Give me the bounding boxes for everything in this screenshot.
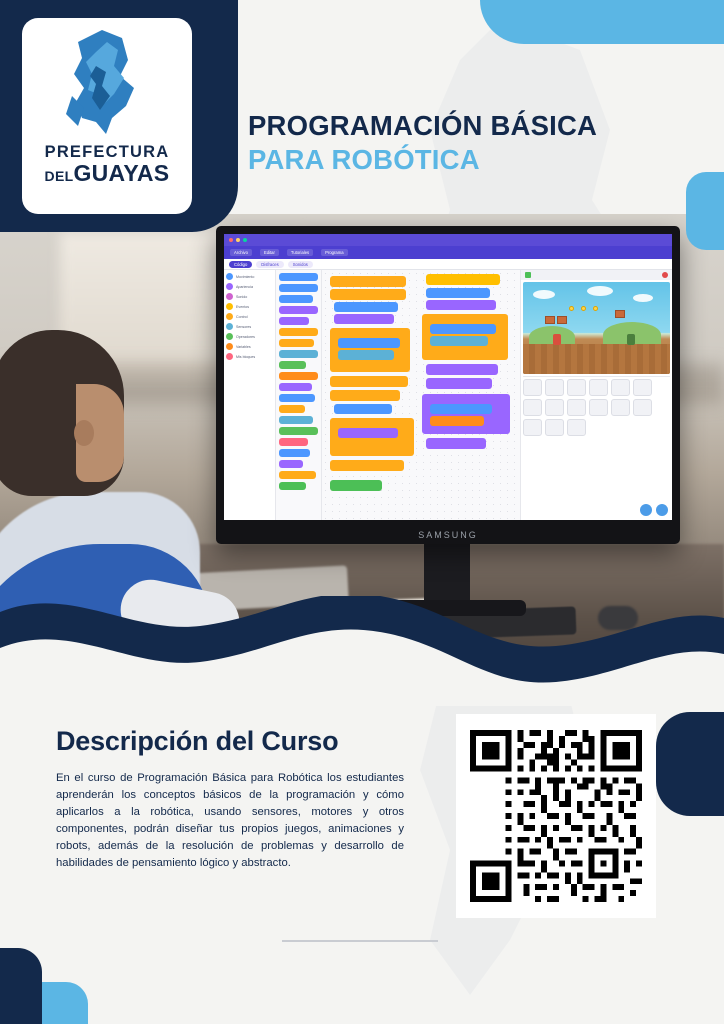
category-movimiento[interactable] (226, 273, 273, 280)
script-block[interactable] (426, 378, 492, 389)
category-color-icon (226, 303, 233, 310)
description-text: En el curso de Programación Básica para Robótica los estudiantes aprenderán los conceptos básicos de la programación y cómo aplicarlos a la robótica, usando sensores, motores y otros componentes, podrán diseñar tus propios juegos, animaciones y robots, además de la resolución de problemas y desarrollo de habilidades de pensamiento lógico y abstracto. (56, 772, 404, 869)
editor-menubar[interactable] (224, 246, 672, 259)
palette-block[interactable] (279, 482, 306, 490)
script-block[interactable] (426, 438, 486, 449)
stage-action-buttons[interactable] (640, 504, 668, 516)
script-block[interactable] (426, 274, 500, 285)
category-color-icon (226, 283, 233, 290)
bottom-right-navy-shape (656, 712, 724, 816)
page-title: Descripción del Curso (56, 726, 339, 756)
category-color-icon (226, 273, 233, 280)
add-sprite-button[interactable] (640, 504, 652, 516)
category-control[interactable] (226, 313, 273, 320)
poster-title (248, 110, 597, 176)
script-block[interactable] (334, 404, 392, 414)
editor-tabs[interactable] (224, 259, 672, 270)
title-line-1: PROGRAMACIÓN BÁSICA (248, 110, 598, 141)
sprite-list[interactable] (523, 376, 670, 436)
category-label: Variables (236, 344, 251, 349)
tab-codigo[interactable]: Código (229, 261, 252, 268)
script-block[interactable] (426, 364, 498, 375)
qr-card[interactable] (456, 714, 656, 918)
script-canvas[interactable] (322, 270, 520, 520)
palette-block[interactable] (279, 438, 308, 446)
qr-code[interactable] (470, 730, 642, 902)
sprite-thumbnail[interactable] (523, 419, 542, 436)
window-close-icon[interactable] (229, 238, 233, 242)
stage-controls[interactable] (521, 270, 672, 280)
script-block[interactable] (334, 302, 398, 312)
green-flag-icon[interactable] (525, 272, 531, 278)
palette-block[interactable] (279, 471, 316, 479)
category-sonido[interactable] (226, 293, 273, 300)
sprite-thumbnail[interactable] (523, 379, 542, 396)
category-label: Sonido (236, 294, 248, 299)
category-sensores[interactable] (226, 323, 273, 330)
palette-block[interactable] (279, 361, 306, 369)
menu-item-tutoriales[interactable]: Tutoriales (287, 249, 313, 256)
category-color-icon (226, 313, 233, 320)
palette-block[interactable] (279, 350, 318, 358)
window-maximize-icon[interactable] (243, 238, 247, 242)
script-block[interactable] (426, 288, 490, 298)
palette-block[interactable] (279, 405, 305, 413)
category-eventos[interactable] (226, 303, 273, 310)
palette-block[interactable] (279, 416, 313, 424)
top-right-blue-shape (480, 0, 724, 44)
script-block[interactable] (338, 428, 398, 438)
sprite-thumbnail[interactable] (567, 419, 586, 436)
monitor-screen (224, 234, 672, 520)
script-block[interactable] (330, 480, 382, 491)
category-color-icon (226, 343, 233, 350)
palette-block[interactable] (279, 306, 318, 314)
category-color-icon (226, 293, 233, 300)
stage-panel (520, 270, 672, 520)
tab-sonidos[interactable]: Sonidos (288, 261, 313, 268)
sprite-thumbnail[interactable] (545, 419, 564, 436)
palette-block[interactable] (279, 328, 318, 336)
category-label: Mis bloques (236, 354, 256, 359)
script-block[interactable] (338, 350, 394, 360)
category-label: Operadores (236, 334, 255, 339)
bottom-left-blue-shape (42, 982, 88, 1024)
palette-block[interactable] (279, 394, 315, 402)
palette-block[interactable] (279, 383, 312, 391)
menu-item-archivo[interactable]: Archivo (230, 249, 252, 256)
tab-disfraces[interactable]: Disfraces (256, 261, 283, 268)
palette-block[interactable] (279, 317, 309, 325)
logo-line-2-big: GUAYAS (73, 159, 170, 186)
right-blue-tab (686, 172, 724, 250)
menu-item-programa[interactable]: Programa (321, 249, 347, 256)
script-block[interactable] (430, 336, 488, 346)
script-block[interactable] (430, 324, 496, 334)
guayas-province-map-icon (52, 26, 162, 142)
brand-logo-card (22, 18, 192, 214)
window-minimize-icon[interactable] (236, 238, 240, 242)
script-block[interactable] (330, 376, 408, 387)
title-line-2: PARA ROBÓTICA (248, 144, 480, 175)
sprite-thumbnail[interactable] (567, 399, 586, 416)
script-block[interactable] (330, 276, 406, 287)
menu-item-editar[interactable]: Editar (260, 249, 279, 256)
sprite-thumbnail[interactable] (611, 399, 630, 416)
script-block[interactable] (330, 289, 406, 300)
palette-block[interactable] (279, 460, 303, 468)
stage-view (523, 282, 670, 374)
wave-divider (0, 596, 724, 706)
palette-block[interactable] (279, 295, 313, 303)
block-category-list[interactable] (224, 270, 276, 520)
sprite-thumbnail[interactable] (545, 379, 564, 396)
category-color-icon (226, 323, 233, 330)
palette-block[interactable] (279, 449, 310, 457)
sprite-thumbnail[interactable] (523, 399, 542, 416)
sprite-thumbnail[interactable] (633, 399, 652, 416)
script-block[interactable] (334, 314, 394, 324)
sprite-thumbnail[interactable] (589, 379, 608, 396)
logo-line-1: PREFECTURA (44, 143, 170, 161)
logo-line-2 (44, 159, 170, 186)
script-block[interactable] (338, 338, 400, 348)
category-apariencia[interactable] (226, 283, 273, 290)
sprite-thumbnail[interactable] (545, 399, 564, 416)
script-block[interactable] (330, 390, 400, 401)
bottom-left-navy-shape (0, 948, 42, 1024)
category-label: Control (236, 314, 248, 319)
palette-block[interactable] (279, 372, 318, 380)
script-block[interactable] (330, 460, 404, 471)
brand-logo-text (45, 144, 170, 185)
category-label: Movimiento (236, 274, 255, 279)
sprite-thumbnail[interactable] (633, 379, 652, 396)
script-block[interactable] (426, 300, 496, 310)
add-backdrop-button[interactable] (656, 504, 668, 516)
category-label: Sensores (236, 324, 252, 329)
sprite-thumbnail[interactable] (611, 379, 630, 396)
script-block[interactable] (430, 416, 484, 426)
logo-line-2-small: DEL (44, 167, 74, 184)
sprite-thumbnail[interactable] (589, 399, 608, 416)
script-block[interactable] (430, 404, 492, 414)
category-color-icon (226, 353, 233, 360)
category-label: Eventos (236, 304, 249, 309)
category-operadores[interactable] (226, 333, 273, 340)
palette-block[interactable] (279, 339, 314, 347)
block-palette[interactable] (276, 270, 322, 520)
category-variables[interactable] (226, 343, 273, 350)
stop-icon[interactable] (662, 272, 668, 278)
monitor (216, 226, 680, 544)
palette-block[interactable] (279, 427, 318, 435)
palette-block[interactable] (279, 273, 318, 281)
category-mis-bloques[interactable] (226, 353, 273, 360)
palette-block[interactable] (279, 284, 318, 292)
editor-titlebar (224, 234, 672, 246)
script-block[interactable] (422, 394, 510, 434)
sprite-thumbnail[interactable] (567, 379, 586, 396)
monitor-brand-label: SAMSUNG (418, 530, 478, 540)
divider (282, 940, 438, 942)
category-label: Apariencia (236, 284, 253, 289)
category-color-icon (226, 333, 233, 340)
